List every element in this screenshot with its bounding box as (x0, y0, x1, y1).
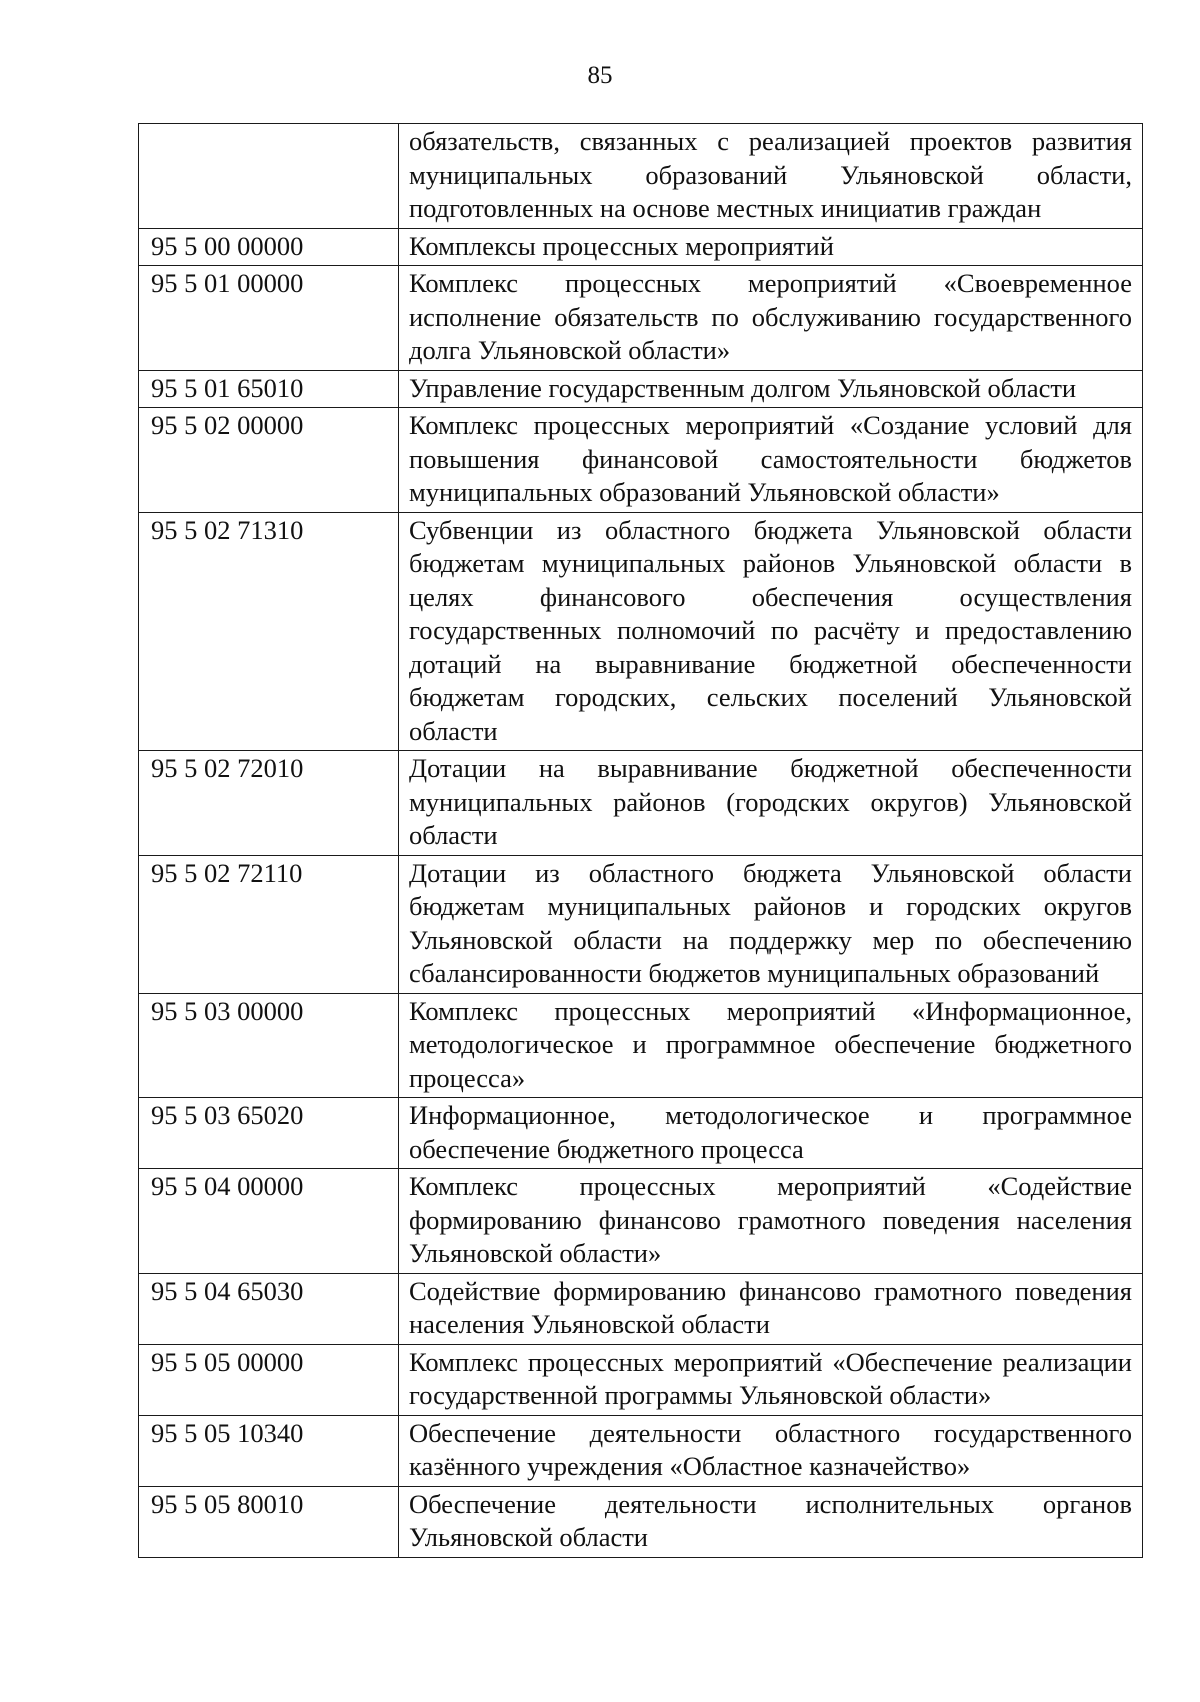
classification-code (139, 124, 399, 229)
row-description: Комплекс процессных мероприятий «Содействие формированию финансово грамотного поведения населения Ульяновской области» (399, 1169, 1143, 1274)
classification-code: 95 5 02 72010 (139, 751, 399, 856)
page-number: 85 (587, 62, 613, 89)
classification-code: 95 5 03 00000 (139, 993, 399, 1098)
classification-code: 95 5 01 00000 (139, 266, 399, 371)
table-row (139, 512, 1143, 751)
table-row (139, 855, 1143, 993)
table-row (139, 1486, 1143, 1557)
row-description: Комплекс процессных мероприятий «Обеспечение реализации государственной программы Ульяновской области» (399, 1344, 1143, 1415)
classification-code: 95 5 04 65030 (139, 1273, 399, 1344)
row-description: Дотации из областного бюджета Ульяновской области бюджетам муниципальных районов и городских округов Ульяновской области на поддержку мер по обеспечению сбалансированности бюджетов муниципальных образований (399, 855, 1143, 993)
table-row (139, 228, 1143, 266)
table-row (139, 1273, 1143, 1344)
table-row (139, 408, 1143, 513)
classification-code: 95 5 00 00000 (139, 228, 399, 266)
classification-code: 95 5 02 72110 (139, 855, 399, 993)
row-description: Комплекс процессных мероприятий «Создание условий для повышения финансовой самостоятельности бюджетов муниципальных образований Ульяновской области» (399, 408, 1143, 513)
row-description: обязательств, связанных с реализацией проектов развития муниципальных образований Ульяновской области, подготовленных на основе местных инициатив граждан (399, 124, 1143, 229)
classification-code: 95 5 03 65020 (139, 1098, 399, 1169)
row-description: Комплекс процессных мероприятий «Информационное, методологическое и программное обеспечение бюджетного процесса» (399, 993, 1143, 1098)
table-row (139, 1169, 1143, 1274)
classification-code: 95 5 02 71310 (139, 512, 399, 751)
classification-code: 95 5 05 10340 (139, 1415, 399, 1486)
classification-code: 95 5 04 00000 (139, 1169, 399, 1274)
row-description: Субвенции из областного бюджета Ульяновской области бюджетам муниципальных районов Ульяновской области в целях финансового обеспечения осуществления государственных полномочий по расчёту и предоставлению дотаций на выравнивание бюджетной обеспеченности бюджетам городских, сельских поселений Ульяновской области (399, 512, 1143, 751)
row-description: Информационное, методологическое и программное обеспечение бюджетного процесса (399, 1098, 1143, 1169)
row-description: Дотации на выравнивание бюджетной обеспеченности муниципальных районов (городских округов) Ульяновской области (399, 751, 1143, 856)
row-description: Комплекс процессных мероприятий «Своевременное исполнение обязательств по обслуживанию государственного долга Ульяновской области» (399, 266, 1143, 371)
classification-code: 95 5 05 80010 (139, 1486, 399, 1557)
table-row (139, 1344, 1143, 1415)
row-description: Обеспечение деятельности областного государственного казённого учреждения «Областное казначейство» (399, 1415, 1143, 1486)
classification-code: 95 5 05 00000 (139, 1344, 399, 1415)
table-body (139, 124, 1143, 1558)
budget-classification-table (138, 123, 1143, 1558)
table-row (139, 1415, 1143, 1486)
classification-code: 95 5 02 00000 (139, 408, 399, 513)
row-description: Содействие формированию финансово грамотного поведения населения Ульяновской области (399, 1273, 1143, 1344)
table-row (139, 370, 1143, 408)
table-row (139, 124, 1143, 229)
table-row (139, 266, 1143, 371)
row-description: Комплексы процессных мероприятий (399, 228, 1143, 266)
row-description: Обеспечение деятельности исполнительных органов Ульяновской области (399, 1486, 1143, 1557)
table-row (139, 993, 1143, 1098)
table-row (139, 1098, 1143, 1169)
row-description: Управление государственным долгом Ульяновской области (399, 370, 1143, 408)
table-row (139, 751, 1143, 856)
classification-code: 95 5 01 65010 (139, 370, 399, 408)
